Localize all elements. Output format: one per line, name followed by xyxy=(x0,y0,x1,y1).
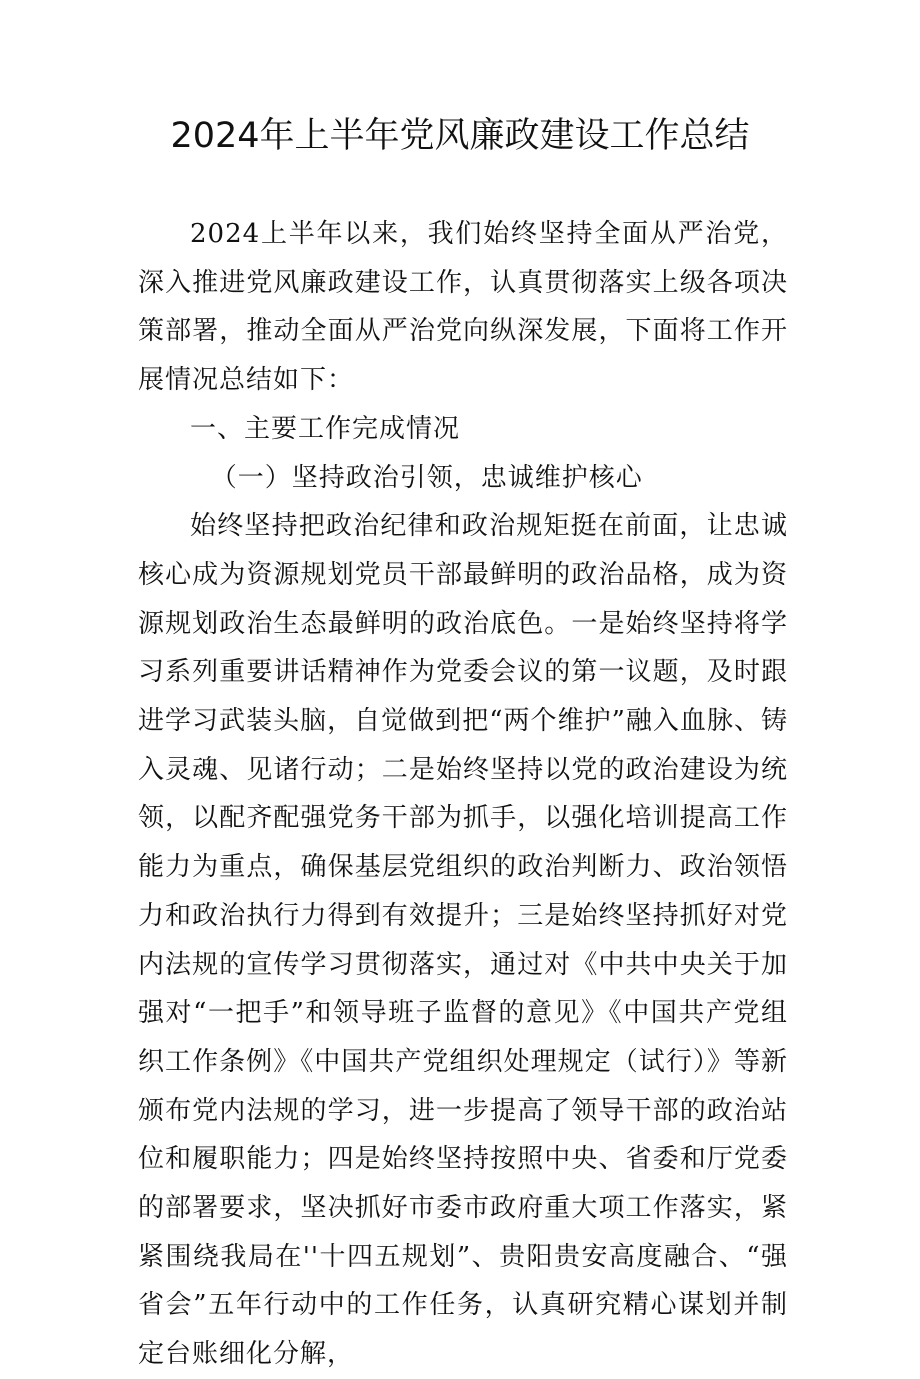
document-body xyxy=(138,210,788,1379)
section-heading: 一、主要工作完成情况 xyxy=(190,413,461,444)
subsection-heading: （一）坚持政治引领，忠诚维护核心 xyxy=(210,462,643,493)
document-title: 2024年上半年党风廉政建设工作总结 xyxy=(170,116,750,156)
intro-paragraph: 2024上半年以来，我们始终坚持全面从严治党，深入推进党风廉政建设工作，认真贯彻落实上级各项决策部署，推动全面从严治党向纵深发展，下面将工作开展情况总结如下： xyxy=(138,219,788,396)
body-paragraph: 始终坚持把政治纪律和政治规矩挺在前面，让忠诚核心成为资源规划党员干部最鲜明的政治品格，成为资源规划政治生态最鲜明的政治底色。一是始终坚持将学习系列重要讲话精神作为党委会议的第一议题，及时跟进学习武装头脑，自觉做到把“两个维护”融入血脉、铸入灵魂、见诸行动；二是始终坚持以党的政治建设为统领，以配齐配强党务干部为抓手，以强化培训提高工作能力为重点，确保基层党组织的政治判断力、政治领悟力和政治执行力得到有效提升；三是始终坚持抓好对党内法规的宣传学习贯彻落实，通过对《中共中央关于加强对“一把手”和领导班子监督的意见》《中国共产党组织工作条例》《中国共产党组织处理规定（试行）》等新颁布党内法规的学习，进一步提高了领导干部的政治站位和履职能力；四是始终坚持按照中央、省委和厅党委的部署要求，坚决抓好市委市政府重大项工作落实，紧紧围绕我局在''十四五规划”、贵阳贵安高度融合、“强省会”五年行动中的工作任务，认真研究精心谋划并制定台账细化分解， xyxy=(138,511,788,1370)
